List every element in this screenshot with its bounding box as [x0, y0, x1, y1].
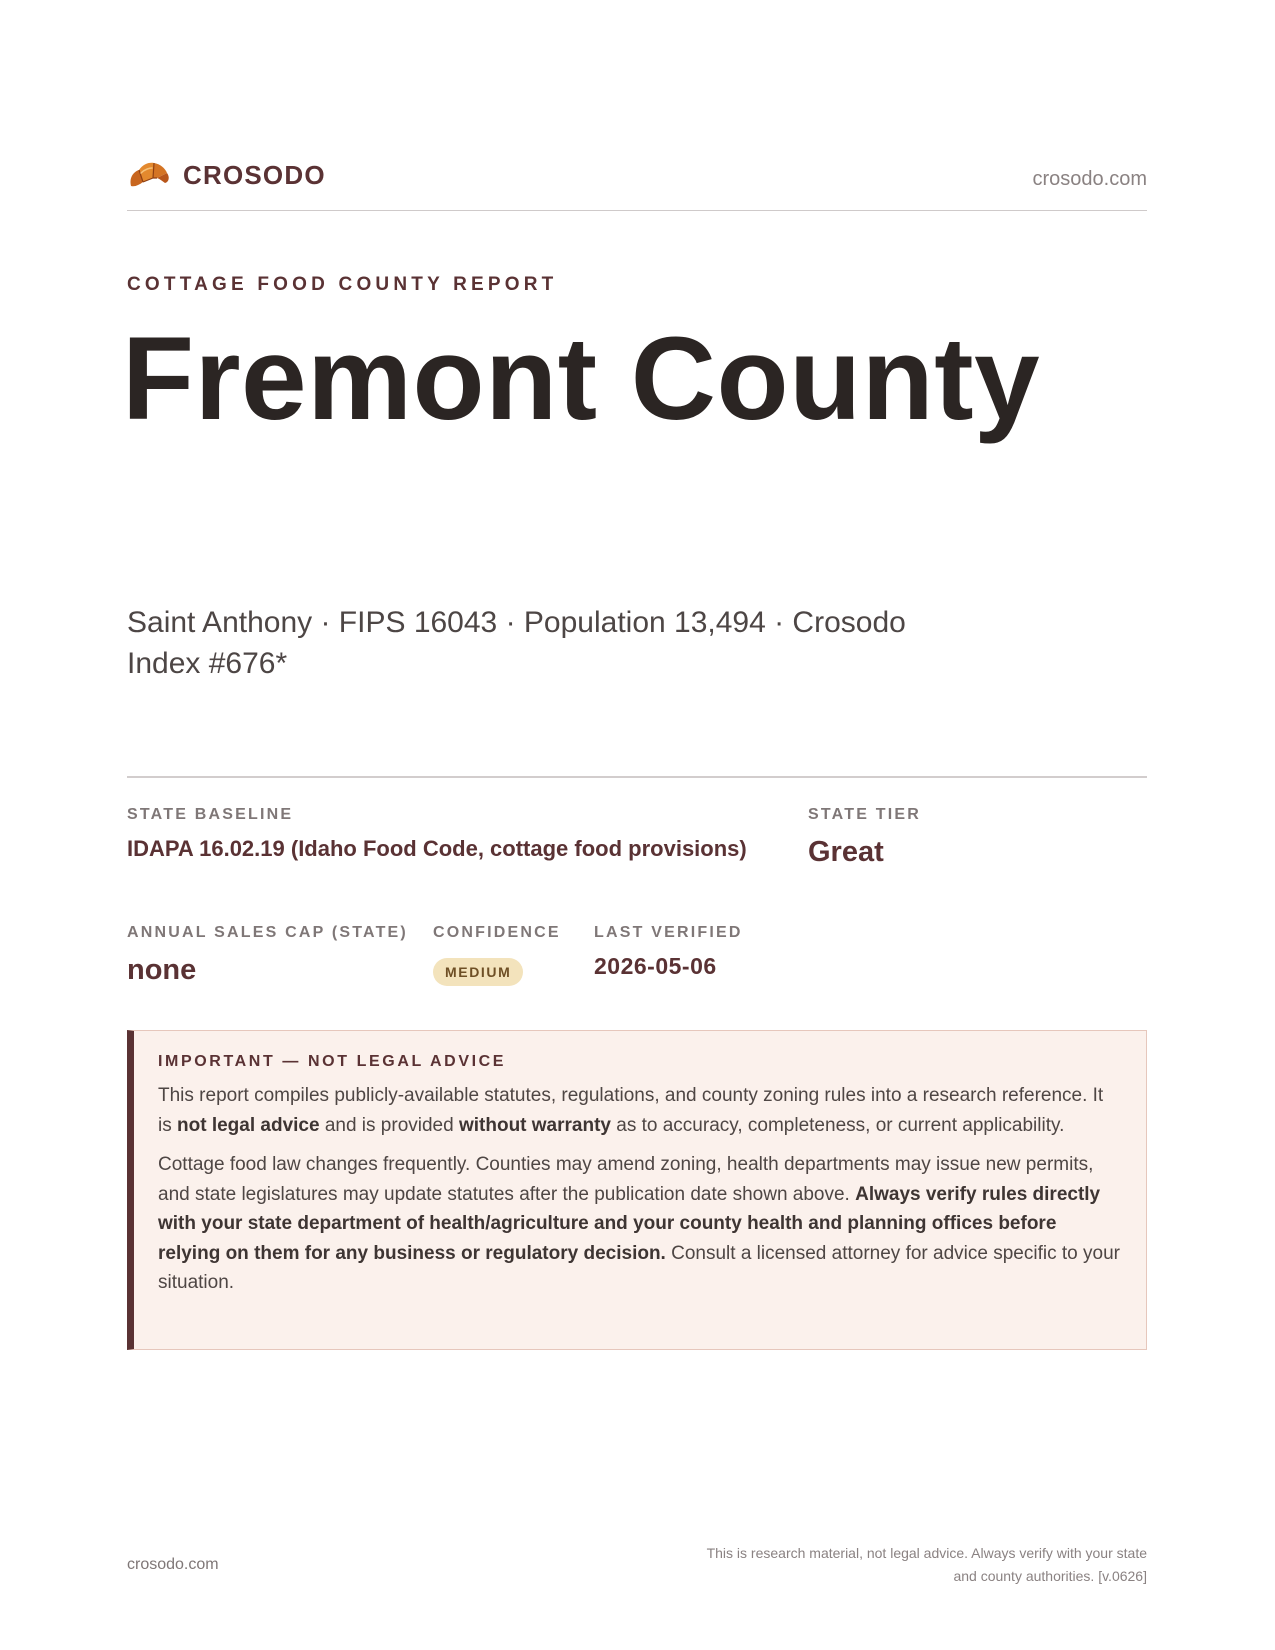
footer-disclaimer-line-2: and county authorities. [v.0626]: [953, 1568, 1147, 1584]
last-verified-label: LAST VERIFIED: [594, 924, 743, 941]
notice-text: and is provided: [319, 1114, 459, 1136]
footer-site[interactable]: crosodo.com: [127, 1556, 219, 1573]
annual-cap-label: ANNUAL SALES CAP (STATE): [127, 924, 408, 941]
notice-emphasis: not legal advice: [177, 1114, 320, 1136]
confidence-label: CONFIDENCE: [433, 924, 561, 941]
state-tier-label: STATE TIER: [808, 806, 921, 823]
confidence-badge: MEDIUM: [433, 958, 523, 986]
county-title: Fremont County: [122, 313, 1041, 445]
annual-cap-value: none: [127, 954, 197, 986]
last-verified-field: [594, 924, 743, 980]
report-eyebrow: COTTAGE FOOD COUNTY REPORT: [127, 274, 558, 295]
notice-text: This report compiles publicly-available statutes, regulations, and county zoning rules into a research reference. It is: [158, 1085, 1104, 1136]
footer-disclaimer: [627, 1542, 1147, 1588]
county-subtitle: Saint Anthony · FIPS 16043 · Population 13,494 · Crosodo Index #676*: [127, 606, 906, 680]
confidence-field: [433, 924, 561, 986]
notice-text: Consult a licensed attorney for advice specific to your situation.: [158, 1242, 1120, 1293]
state-tier-field: [808, 806, 921, 869]
notice-text: Cottage food law changes frequently. Counties may amend zoning, health departments may issue new permits, and state legislatures may update statutes after the publication date shown above.: [158, 1154, 1094, 1205]
notice-paragraph-1: [158, 1081, 1120, 1140]
notice-title: IMPORTANT — NOT LEGAL ADVICE: [158, 1053, 507, 1070]
notice-emphasis: without warranty: [458, 1114, 611, 1136]
page-header: [127, 158, 1147, 211]
header-site-link[interactable]: crosodo.com: [1032, 168, 1147, 190]
legal-notice: [127, 1030, 1147, 1350]
notice-text: as to accuracy, completeness, or current applicability.: [610, 1114, 1065, 1136]
state-baseline-value: IDAPA 16.02.19 (Idaho Food Code, cottage food provisions): [127, 836, 747, 861]
annual-cap-field: [127, 924, 408, 987]
section-divider: [127, 776, 1147, 778]
state-tier-value: Great: [808, 836, 884, 868]
brand-name: CROSODO: [183, 159, 326, 190]
state-baseline-label: STATE BASELINE: [127, 806, 294, 823]
brand[interactable]: [127, 156, 326, 194]
last-verified-value: 2026-05-06: [594, 953, 717, 979]
croissant-icon: [127, 156, 171, 194]
notice-paragraph-2: [158, 1150, 1120, 1298]
notice-emphasis: Always verify rules directly with your state department of health/agriculture and your county health and planning offices before relying on them for any business or regulatory decision.: [158, 1183, 1101, 1264]
footer-disclaimer-line-1: This is research material, not legal advice. Always verify with your state: [706, 1545, 1147, 1561]
state-baseline-field: [127, 806, 747, 862]
